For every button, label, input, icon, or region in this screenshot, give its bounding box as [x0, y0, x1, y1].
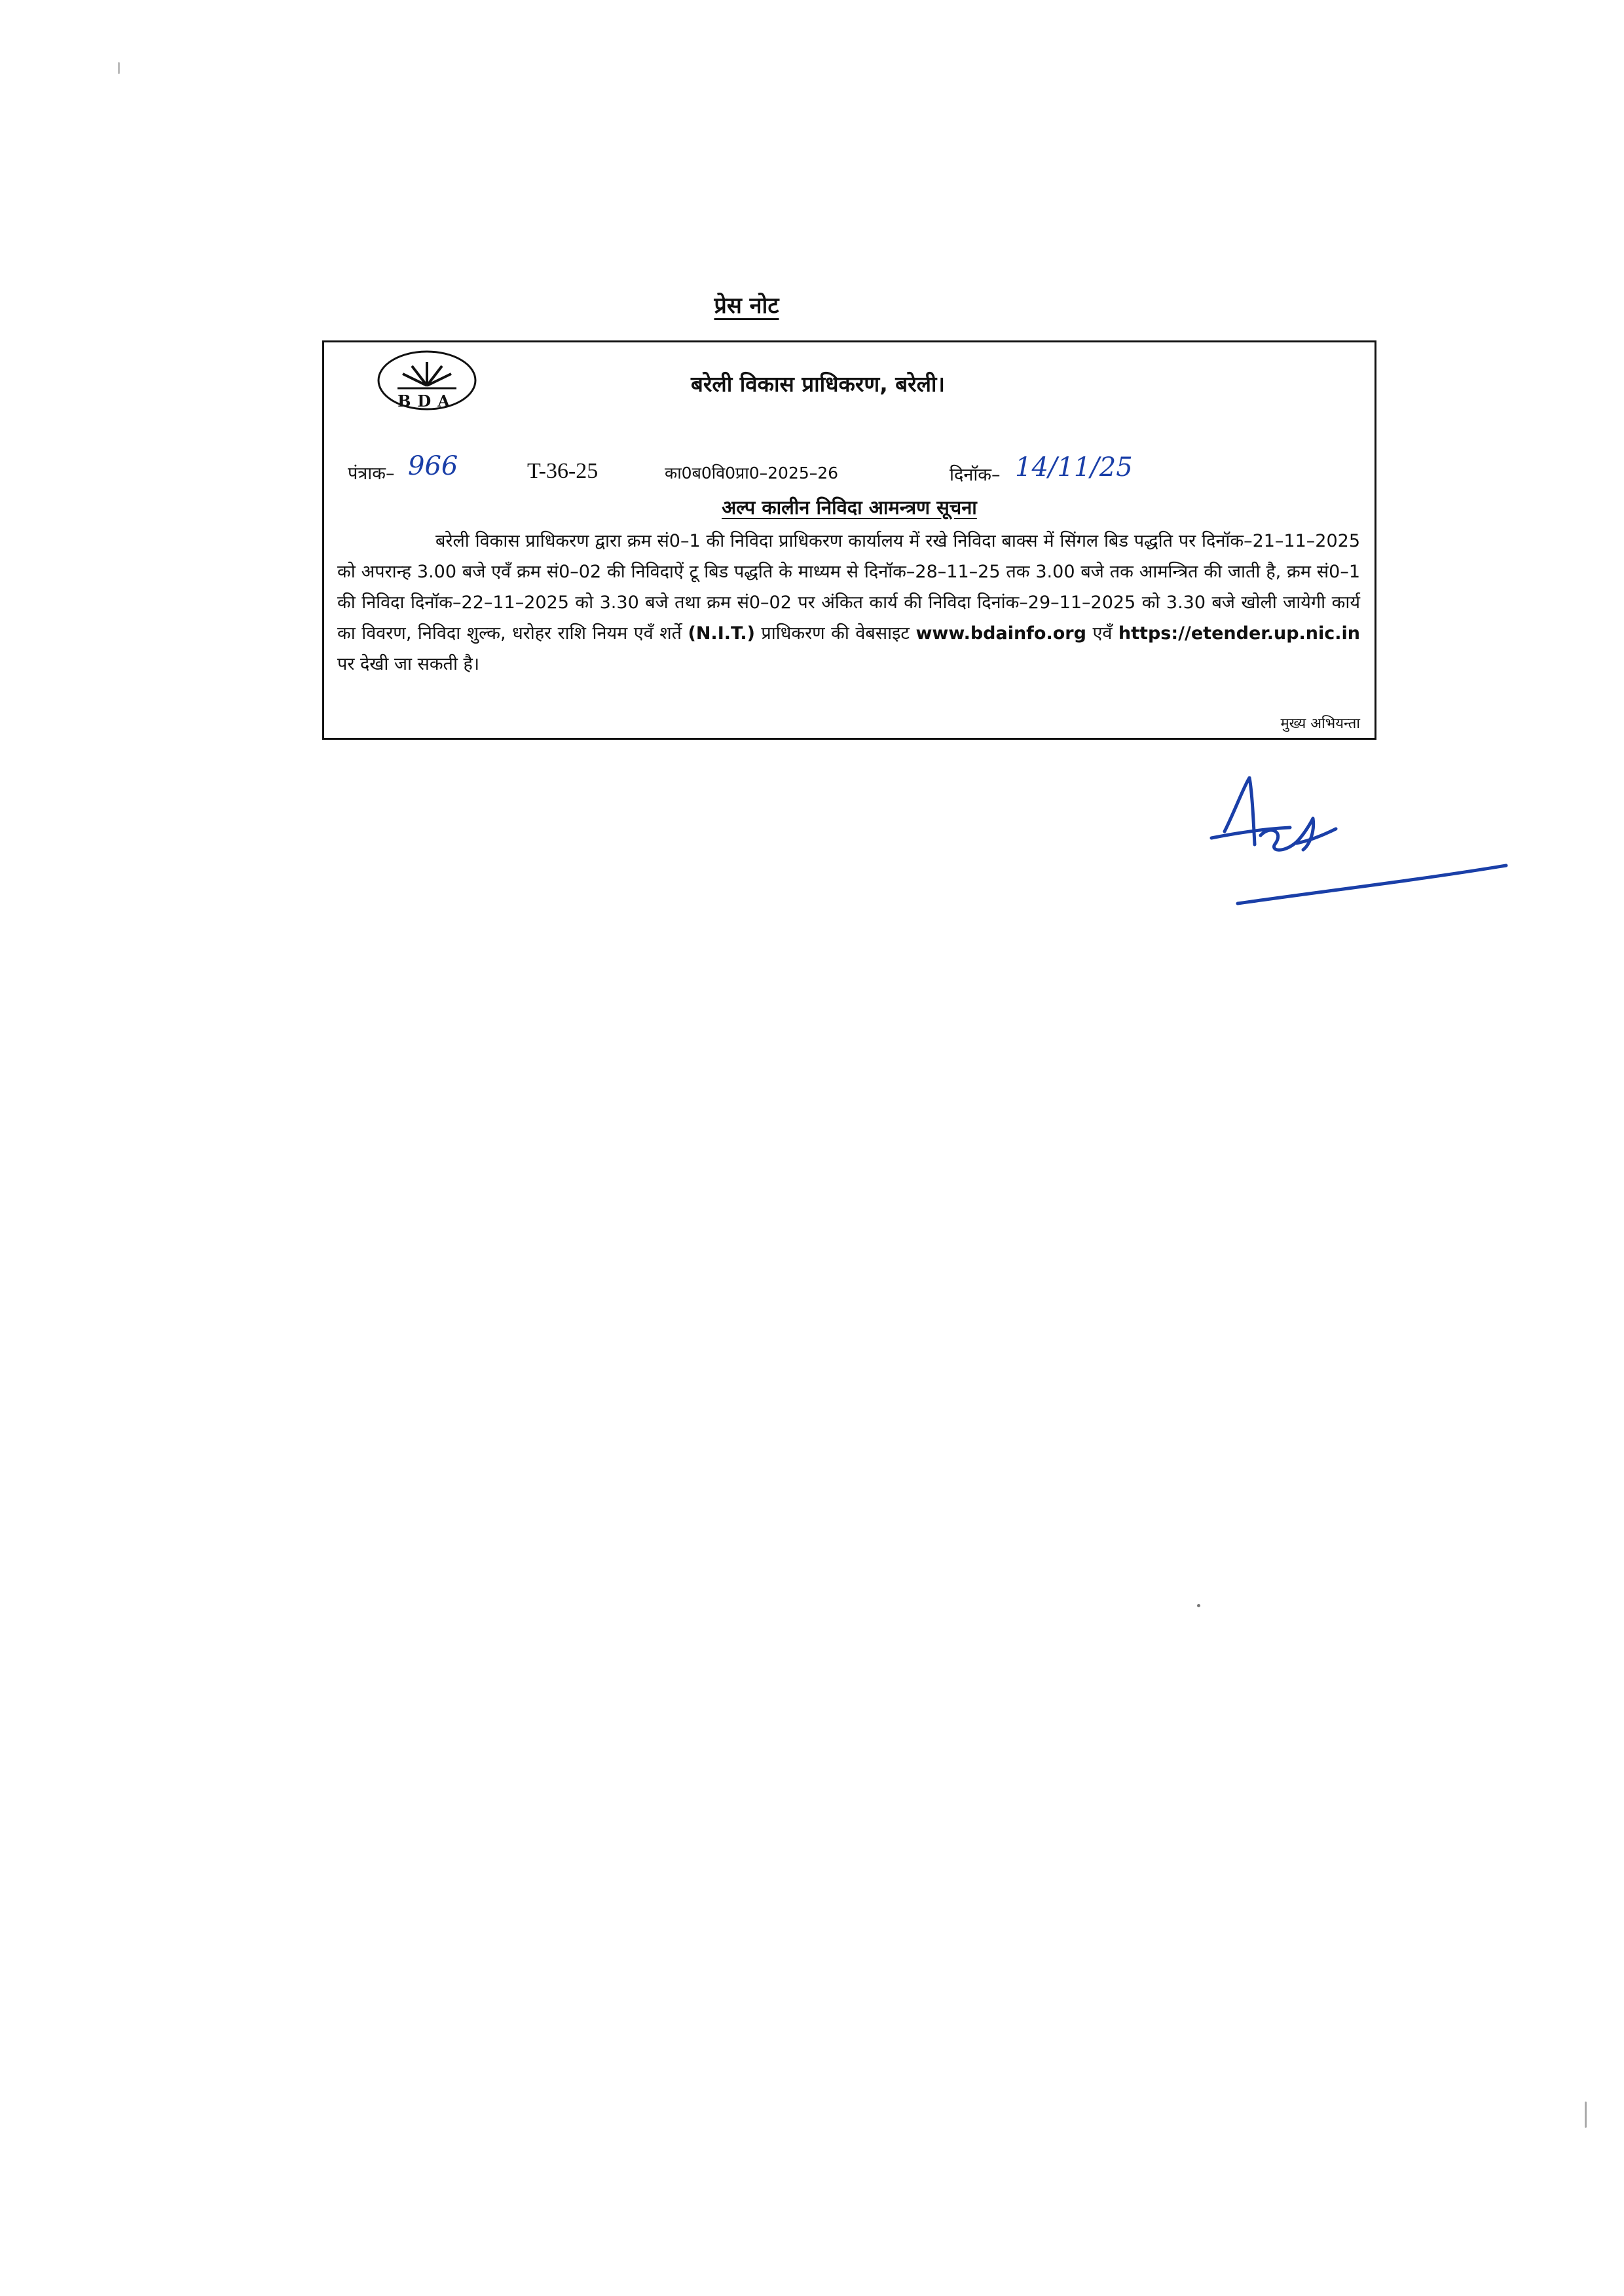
- scan-speck: [1585, 2102, 1587, 2128]
- reference-row: [324, 451, 1375, 493]
- logo-text: BDA: [397, 392, 456, 410]
- nit-label: (N.I.T.): [688, 623, 755, 644]
- date-label: दिनॉक–: [950, 465, 1001, 485]
- body-text: पर देखी जा सकती है।: [337, 654, 480, 674]
- date-value: 14/11/25: [1015, 452, 1133, 483]
- bda-logo: [371, 348, 483, 420]
- tender-code: T-36-25: [527, 459, 599, 483]
- signatory-title: मुख्य अभियन्ता: [1280, 716, 1360, 732]
- page-title: प्रेस नोट: [714, 293, 779, 319]
- office-ref: का0ब0वि0प्रा0–2025–26: [665, 464, 839, 483]
- body-text: एवॅं: [1086, 623, 1118, 644]
- scan-speck: [118, 62, 120, 74]
- notice-heading: अल्प कालीन निविदा आमन्त्रण सूचना: [722, 496, 977, 519]
- ref-number: 966: [408, 451, 458, 481]
- scan-speck: [1197, 1604, 1200, 1607]
- handwritten-signature: [1198, 773, 1513, 917]
- website-link-etender: https://etender.up.nic.in: [1118, 623, 1360, 644]
- organization-name: बरेली विकास प्राधिकरण, बरेली।: [691, 371, 945, 397]
- body-text: बरेली विकास प्राधिकरण द्वारा क्रम सं0–1 की निविदा प्राधिकरण कार्यालय में रखे निविदा बाक्स में सिंगल बिड पद्धति पर दिनॉक–21–11–2025 को अपरान्ह 3.00 बजे एवॅं क्रम सं0–02 की निविदाऐं टू बिड पद्धति के माध्यम से दिनॉक–28–11–25 तक 3.00 बजे तक आमन्त्रित की जाती है, क्रम सं0–1 की निविदा दिनॉक–22–11–2025 को 3.30 बजे तथा क्रम सं0–02 पर अंकित कार्य की निविदा दिनांक–29–11–2025 को 3.30 बजे खोली जायेगी कार्य का विवरण, निविदा शुल्क, धरोहर राशि नियम एवॅं शर्ते: [337, 531, 1361, 644]
- website-link-bdainfo: www.bdainfo.org: [915, 623, 1086, 644]
- notice-box: [322, 340, 1376, 740]
- ref-label: पंत्राक–: [348, 464, 395, 484]
- body-text: प्राधिकरण की वेबसाइट: [754, 623, 916, 644]
- notice-body: [337, 526, 1360, 680]
